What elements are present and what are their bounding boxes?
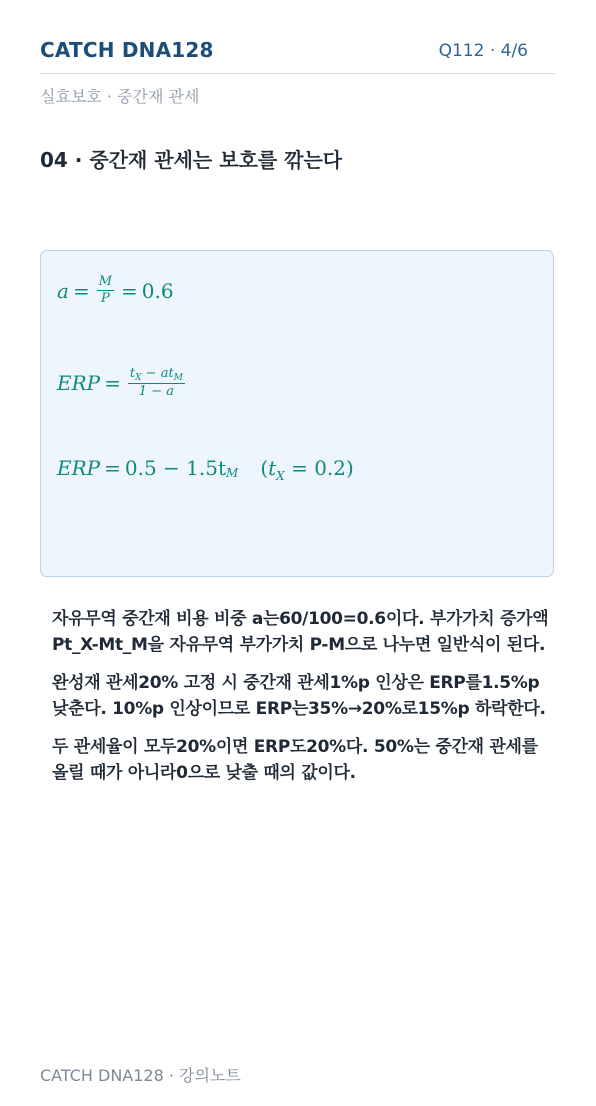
question-counter: Q112 · 4/6 bbox=[438, 41, 528, 61]
paragraph-1: 자유무역 중간재 비용 비중 a는60/100=0.6이다. 부가가치 증가액 Pt_X-Mt_M을 자유무역 부가가치 P-M으로 나누면 일반식이 된다. bbox=[52, 609, 549, 655]
formula-erp-general: ERP = $\frac{t_X - at_M}{1 - a}$ bbox=[57, 366, 183, 399]
page-header bbox=[40, 36, 556, 74]
formula-share-fraction bbox=[97, 275, 114, 306]
formula-erp-specific: ERP = 0.5 − 1.5t M $(t_X = 0.2)$ bbox=[57, 456, 354, 483]
formula-share-rhs: 0.6 bbox=[141, 278, 174, 303]
formula-erp2-rhs: 0.5 − 1.5t bbox=[124, 456, 227, 480]
paragraph-3: 두 관세율이 모두20%이면 ERP도20%다. 50%는 중간재 관세를 올릴 때가 아니라0으로 낮출 때의 값이다. bbox=[52, 737, 538, 783]
formula-erp2-lhs: ERP bbox=[57, 456, 101, 480]
formula-erp-lhs: ERP bbox=[57, 371, 101, 395]
brand-title: CATCH DNA128 bbox=[40, 38, 214, 62]
section-title: 04 · 중간재 관세는 보호를 깎는다 bbox=[40, 148, 343, 172]
formula-erp-den: 1 − a bbox=[138, 384, 174, 399]
formula-erp-num: $t_X - at_M$ bbox=[129, 366, 183, 383]
formula-share: a = $\frac{M}{P}$ = 0.6 bbox=[57, 274, 174, 306]
formula-share-lhs: a bbox=[57, 278, 69, 303]
formula-box bbox=[40, 250, 554, 577]
footer-text: CATCH DNA128 · 강의노트 bbox=[40, 1066, 241, 1085]
formula-erp2-condition: $(t_X = 0.2)$ bbox=[260, 456, 354, 483]
formula-share-num: M bbox=[98, 274, 113, 289]
formula-share-den: P bbox=[100, 291, 110, 306]
formula-erp-fraction bbox=[128, 367, 185, 399]
breadcrumb: 실효보호 · 중간재 관세 bbox=[40, 87, 200, 106]
paragraph-2: 완성재 관세20% 고정 시 중간재 관세1%p 인상은 ERP를1.5%p 낮춘다. 10%p 인상이므로 ERP는35%→20%로15%p 하락한다. bbox=[52, 673, 546, 719]
